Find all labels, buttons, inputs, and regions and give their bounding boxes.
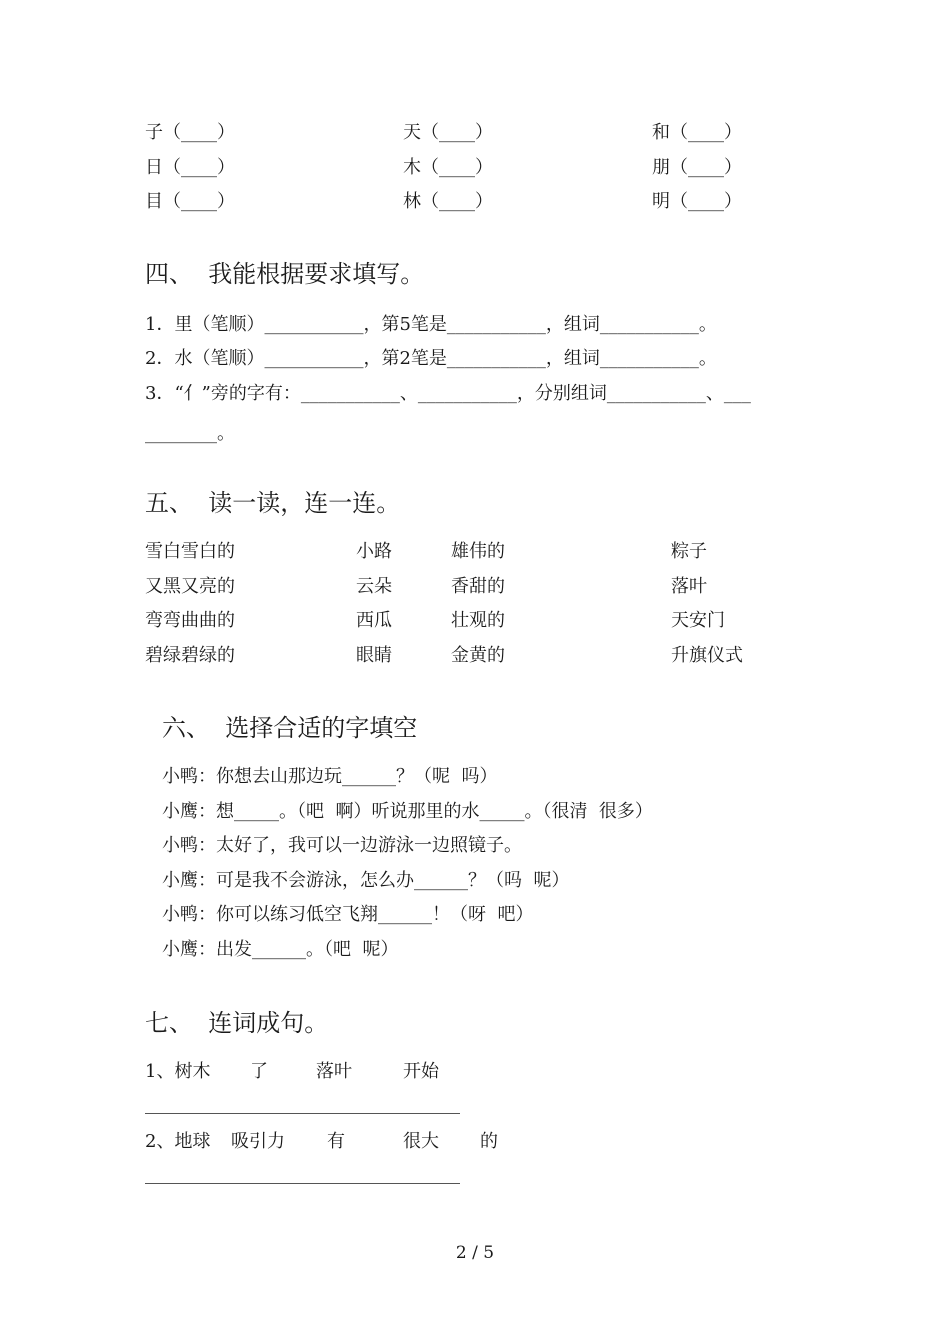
word-chip: 1、树木 (145, 1061, 211, 1082)
match-item: 弯弯曲曲的 (145, 610, 235, 631)
grid-cell: 林（____） (403, 191, 493, 212)
grid-cell: 子（____） (145, 122, 235, 143)
section4-item: 3．“亻”旁的字有：___________、___________，分别组词___________、___ (145, 383, 751, 404)
word-chip: 了 (250, 1061, 268, 1082)
section5-heading: 五、 读一读，连一连。 (145, 489, 401, 517)
word-chip: 落叶 (316, 1061, 352, 1082)
match-item: 雄伟的 (451, 541, 505, 562)
grid-cell: 目（____） (145, 191, 235, 212)
word-chip: 吸引力 (231, 1131, 285, 1152)
dialogue-line: 小鹰：出发______。（吧 呢） (162, 939, 399, 960)
section4-item: 1．里（笔顺）___________，第5笔是___________，组词___________。 (145, 314, 717, 335)
grid-cell: 明（____） (652, 191, 742, 212)
word-chip: 2、地球 (145, 1131, 211, 1152)
section7-heading: 七、 连词成句。 (145, 1009, 329, 1037)
match-item: 又黑又亮的 (145, 576, 235, 597)
answer-line (145, 1183, 460, 1184)
dialogue-line: 小鸭：你可以练习低空飞翔______！（呀 吧） (162, 904, 534, 925)
match-item: 香甜的 (451, 576, 505, 597)
section4-item: ________。 (145, 423, 235, 444)
grid-cell: 日（____） (145, 157, 235, 178)
dialogue-line: 小鸭：你想去山那边玩______？（呢 吗） (162, 766, 498, 787)
word-chip: 的 (480, 1131, 498, 1152)
section4-item: 2．水（笔顺）___________，第2笔是___________，组词___________。 (145, 348, 717, 369)
section4-heading: 四、 我能根据要求填写。 (145, 260, 425, 288)
answer-line (145, 1113, 460, 1114)
dialogue-line: 小鸭：太好了，我可以一边游泳一边照镜子。 (162, 835, 522, 856)
match-item: 眼睛 (356, 645, 392, 666)
grid-cell: 木（____） (403, 157, 493, 178)
grid-cell: 和（____） (652, 122, 742, 143)
dialogue-line: 小鹰：想_____。（吧 啊）听说那里的水_____。（很清 很多） (162, 801, 653, 822)
match-item: 云朵 (356, 576, 392, 597)
word-chip: 很大 (403, 1131, 439, 1152)
dialogue-line: 小鹰：可是我不会游泳，怎么办______？（吗 呢） (162, 870, 570, 891)
match-item: 雪白雪白的 (145, 541, 235, 562)
match-item: 西瓜 (356, 610, 392, 631)
match-item: 天安门 (671, 610, 725, 631)
match-item: 金黄的 (451, 645, 505, 666)
grid-cell: 天（____） (403, 122, 493, 143)
match-item: 粽子 (671, 541, 707, 562)
match-item: 壮观的 (451, 610, 505, 631)
match-item: 升旗仪式 (671, 645, 743, 666)
word-chip: 有 (327, 1131, 345, 1152)
match-item: 落叶 (671, 576, 707, 597)
match-item: 小路 (356, 541, 392, 562)
page-number: 2 / 5 (455, 1243, 495, 1263)
match-item: 碧绿碧绿的 (145, 645, 235, 666)
grid-cell: 朋（____） (652, 157, 742, 178)
section6-heading: 六、 选择合适的字填空 (162, 714, 418, 742)
word-chip: 开始 (403, 1061, 439, 1082)
